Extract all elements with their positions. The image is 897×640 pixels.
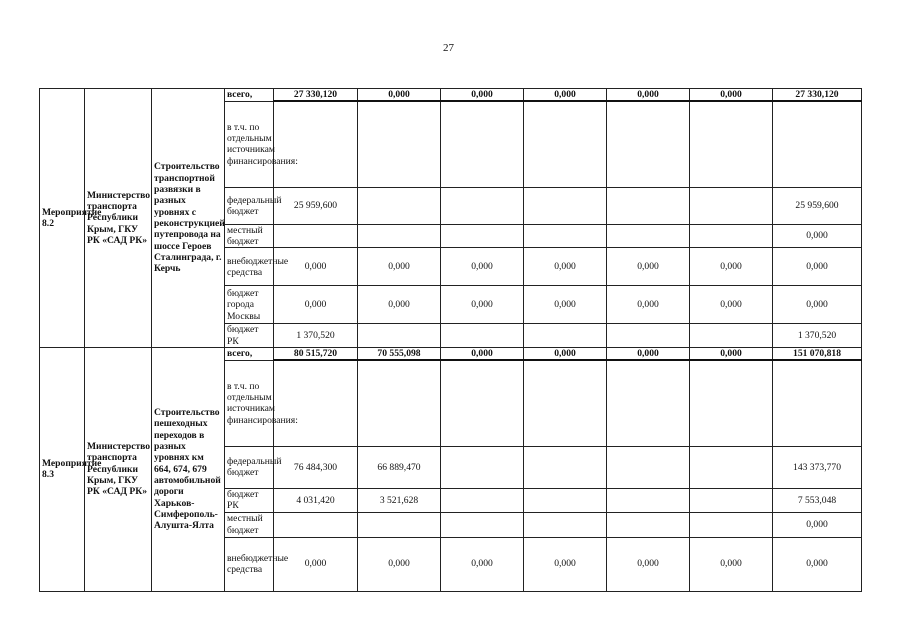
amount-cell-third: 0,000: [441, 537, 524, 591]
amount-cell-fourth: [524, 224, 607, 248]
amount-cell-fourth: [524, 488, 607, 512]
funding-source-label: бюджет города Москвы: [225, 286, 274, 324]
funding-source-label: всего,: [225, 89, 274, 102]
amount-cell-second: 66 889,470: [358, 446, 441, 488]
amount-cell-total: 7 553,048: [773, 488, 862, 512]
funding-source-label: всего,: [225, 348, 274, 361]
amount-cell-second: 70 555,098: [358, 348, 441, 361]
amount-cell-total: 1 370,520: [773, 324, 862, 348]
amount-cell-sixth: 0,000: [690, 348, 773, 361]
amount-cell-total: 25 959,600: [773, 187, 862, 224]
amount-cell-second: [358, 360, 441, 446]
amount-cell-third: [441, 187, 524, 224]
amount-cell-sixth: [690, 101, 773, 187]
amount-cell-fifth: 0,000: [607, 248, 690, 286]
funding-source-label: бюджет РК: [225, 324, 274, 348]
amount-cell-sixth: [690, 224, 773, 248]
amount-cell-sixth: [690, 324, 773, 348]
amount-cell-fourth: 0,000: [524, 348, 607, 361]
amount-cell-total: 0,000: [773, 248, 862, 286]
amount-cell-sixth: [690, 446, 773, 488]
budget-table: [39, 88, 862, 592]
funding-source-label: федеральный бюджет: [225, 187, 274, 224]
amount-cell-second: [358, 512, 441, 537]
description-cell: Строительство пешеходных переходов в разных уровнях км 664, 674, 679 автомобильной дороги Харьков-Симферополь-Алушта-Ялта: [152, 348, 225, 591]
amount-cell-third: [441, 446, 524, 488]
amount-cell-first: [274, 512, 358, 537]
funding-source-label: федеральный бюджет: [225, 446, 274, 488]
measure-cell: Мероприятие 8.2: [40, 89, 85, 348]
amount-cell-first: [274, 224, 358, 248]
amount-cell-third: [441, 360, 524, 446]
amount-cell-sixth: 0,000: [690, 537, 773, 591]
amount-cell-fourth: [524, 512, 607, 537]
amount-cell-fourth: [524, 324, 607, 348]
amount-cell-fifth: 0,000: [607, 286, 690, 324]
amount-cell-first: [274, 360, 358, 446]
amount-cell-total: 27 330,120: [773, 89, 862, 102]
amount-cell-sixth: [690, 488, 773, 512]
amount-cell-second: 0,000: [358, 89, 441, 102]
funding-source-label: внебюджетные средства: [225, 248, 274, 286]
amount-cell-fifth: 0,000: [607, 537, 690, 591]
amount-cell-second: 0,000: [358, 248, 441, 286]
amount-cell-third: [441, 512, 524, 537]
table-row: [40, 89, 862, 102]
amount-cell-total: 143 373,770: [773, 446, 862, 488]
amount-cell-fifth: [607, 446, 690, 488]
amount-cell-total: 0,000: [773, 537, 862, 591]
amount-cell-total: [773, 360, 862, 446]
amount-cell-third: [441, 488, 524, 512]
amount-cell-second: 3 521,628: [358, 488, 441, 512]
amount-cell-first: 1 370,520: [274, 324, 358, 348]
amount-cell-first: 0,000: [274, 286, 358, 324]
amount-cell-total: 0,000: [773, 512, 862, 537]
measure-cell: Мероприятие 8.3: [40, 348, 85, 591]
amount-cell-fifth: 0,000: [607, 89, 690, 102]
amount-cell-sixth: [690, 360, 773, 446]
funding-source-label: в т.ч. по отдельным источникам финансирования:: [225, 360, 274, 446]
executor-cell: Министерство транспорта Республики Крым, ГКУ РК «САД РК»: [85, 89, 152, 348]
funding-source-label: внебюджетные средства: [225, 537, 274, 591]
amount-cell-third: [441, 101, 524, 187]
amount-cell-fifth: [607, 187, 690, 224]
amount-cell-first: [274, 101, 358, 187]
amount-cell-second: [358, 224, 441, 248]
page-number: 27: [443, 42, 454, 54]
amount-cell-fourth: [524, 101, 607, 187]
amount-cell-sixth: 0,000: [690, 248, 773, 286]
funding-source-label: в т.ч. по отдельным источникам финансирования:: [225, 101, 274, 187]
amount-cell-second: 0,000: [358, 286, 441, 324]
amount-cell-total: 0,000: [773, 286, 862, 324]
amount-cell-third: [441, 224, 524, 248]
amount-cell-fourth: [524, 446, 607, 488]
amount-cell-third: 0,000: [441, 248, 524, 286]
amount-cell-second: [358, 187, 441, 224]
amount-cell-fifth: [607, 360, 690, 446]
amount-cell-sixth: [690, 512, 773, 537]
amount-cell-sixth: 0,000: [690, 286, 773, 324]
amount-cell-fourth: [524, 360, 607, 446]
amount-cell-fourth: 0,000: [524, 89, 607, 102]
amount-cell-fifth: [607, 512, 690, 537]
amount-cell-third: 0,000: [441, 286, 524, 324]
amount-cell-second: [358, 101, 441, 187]
amount-cell-fifth: 0,000: [607, 348, 690, 361]
amount-cell-third: 0,000: [441, 89, 524, 102]
table-row: [40, 348, 862, 361]
amount-cell-third: [441, 324, 524, 348]
executor-cell: Министерство транспорта Республики Крым, ГКУ РК «САД РК»: [85, 348, 152, 591]
amount-cell-fifth: [607, 101, 690, 187]
funding-source-label: местный бюджет: [225, 512, 274, 537]
amount-cell-first: 25 959,600: [274, 187, 358, 224]
amount-cell-total: [773, 101, 862, 187]
funding-source-label: местный бюджет: [225, 224, 274, 248]
amount-cell-first: 4 031,420: [274, 488, 358, 512]
amount-cell-fifth: [607, 488, 690, 512]
amount-cell-third: 0,000: [441, 348, 524, 361]
amount-cell-first: 0,000: [274, 537, 358, 591]
description-cell: Строительство транспортной развязки в разных уровнях с реконструкцией путепровода на шоссе Героев Сталинграда, г. Керчь: [152, 89, 225, 348]
funding-source-label: бюджет РК: [225, 488, 274, 512]
amount-cell-second: 0,000: [358, 537, 441, 591]
amount-cell-first: 27 330,120: [274, 89, 358, 102]
amount-cell-fifth: [607, 224, 690, 248]
amount-cell-sixth: [690, 187, 773, 224]
amount-cell-sixth: 0,000: [690, 89, 773, 102]
amount-cell-first: 0,000: [274, 248, 358, 286]
amount-cell-total: 0,000: [773, 224, 862, 248]
amount-cell-second: [358, 324, 441, 348]
amount-cell-fourth: [524, 187, 607, 224]
amount-cell-fourth: 0,000: [524, 248, 607, 286]
amount-cell-total: 151 070,818: [773, 348, 862, 361]
amount-cell-fifth: [607, 324, 690, 348]
amount-cell-first: 76 484,300: [274, 446, 358, 488]
amount-cell-fourth: 0,000: [524, 286, 607, 324]
amount-cell-first: 80 515,720: [274, 348, 358, 361]
amount-cell-fourth: 0,000: [524, 537, 607, 591]
